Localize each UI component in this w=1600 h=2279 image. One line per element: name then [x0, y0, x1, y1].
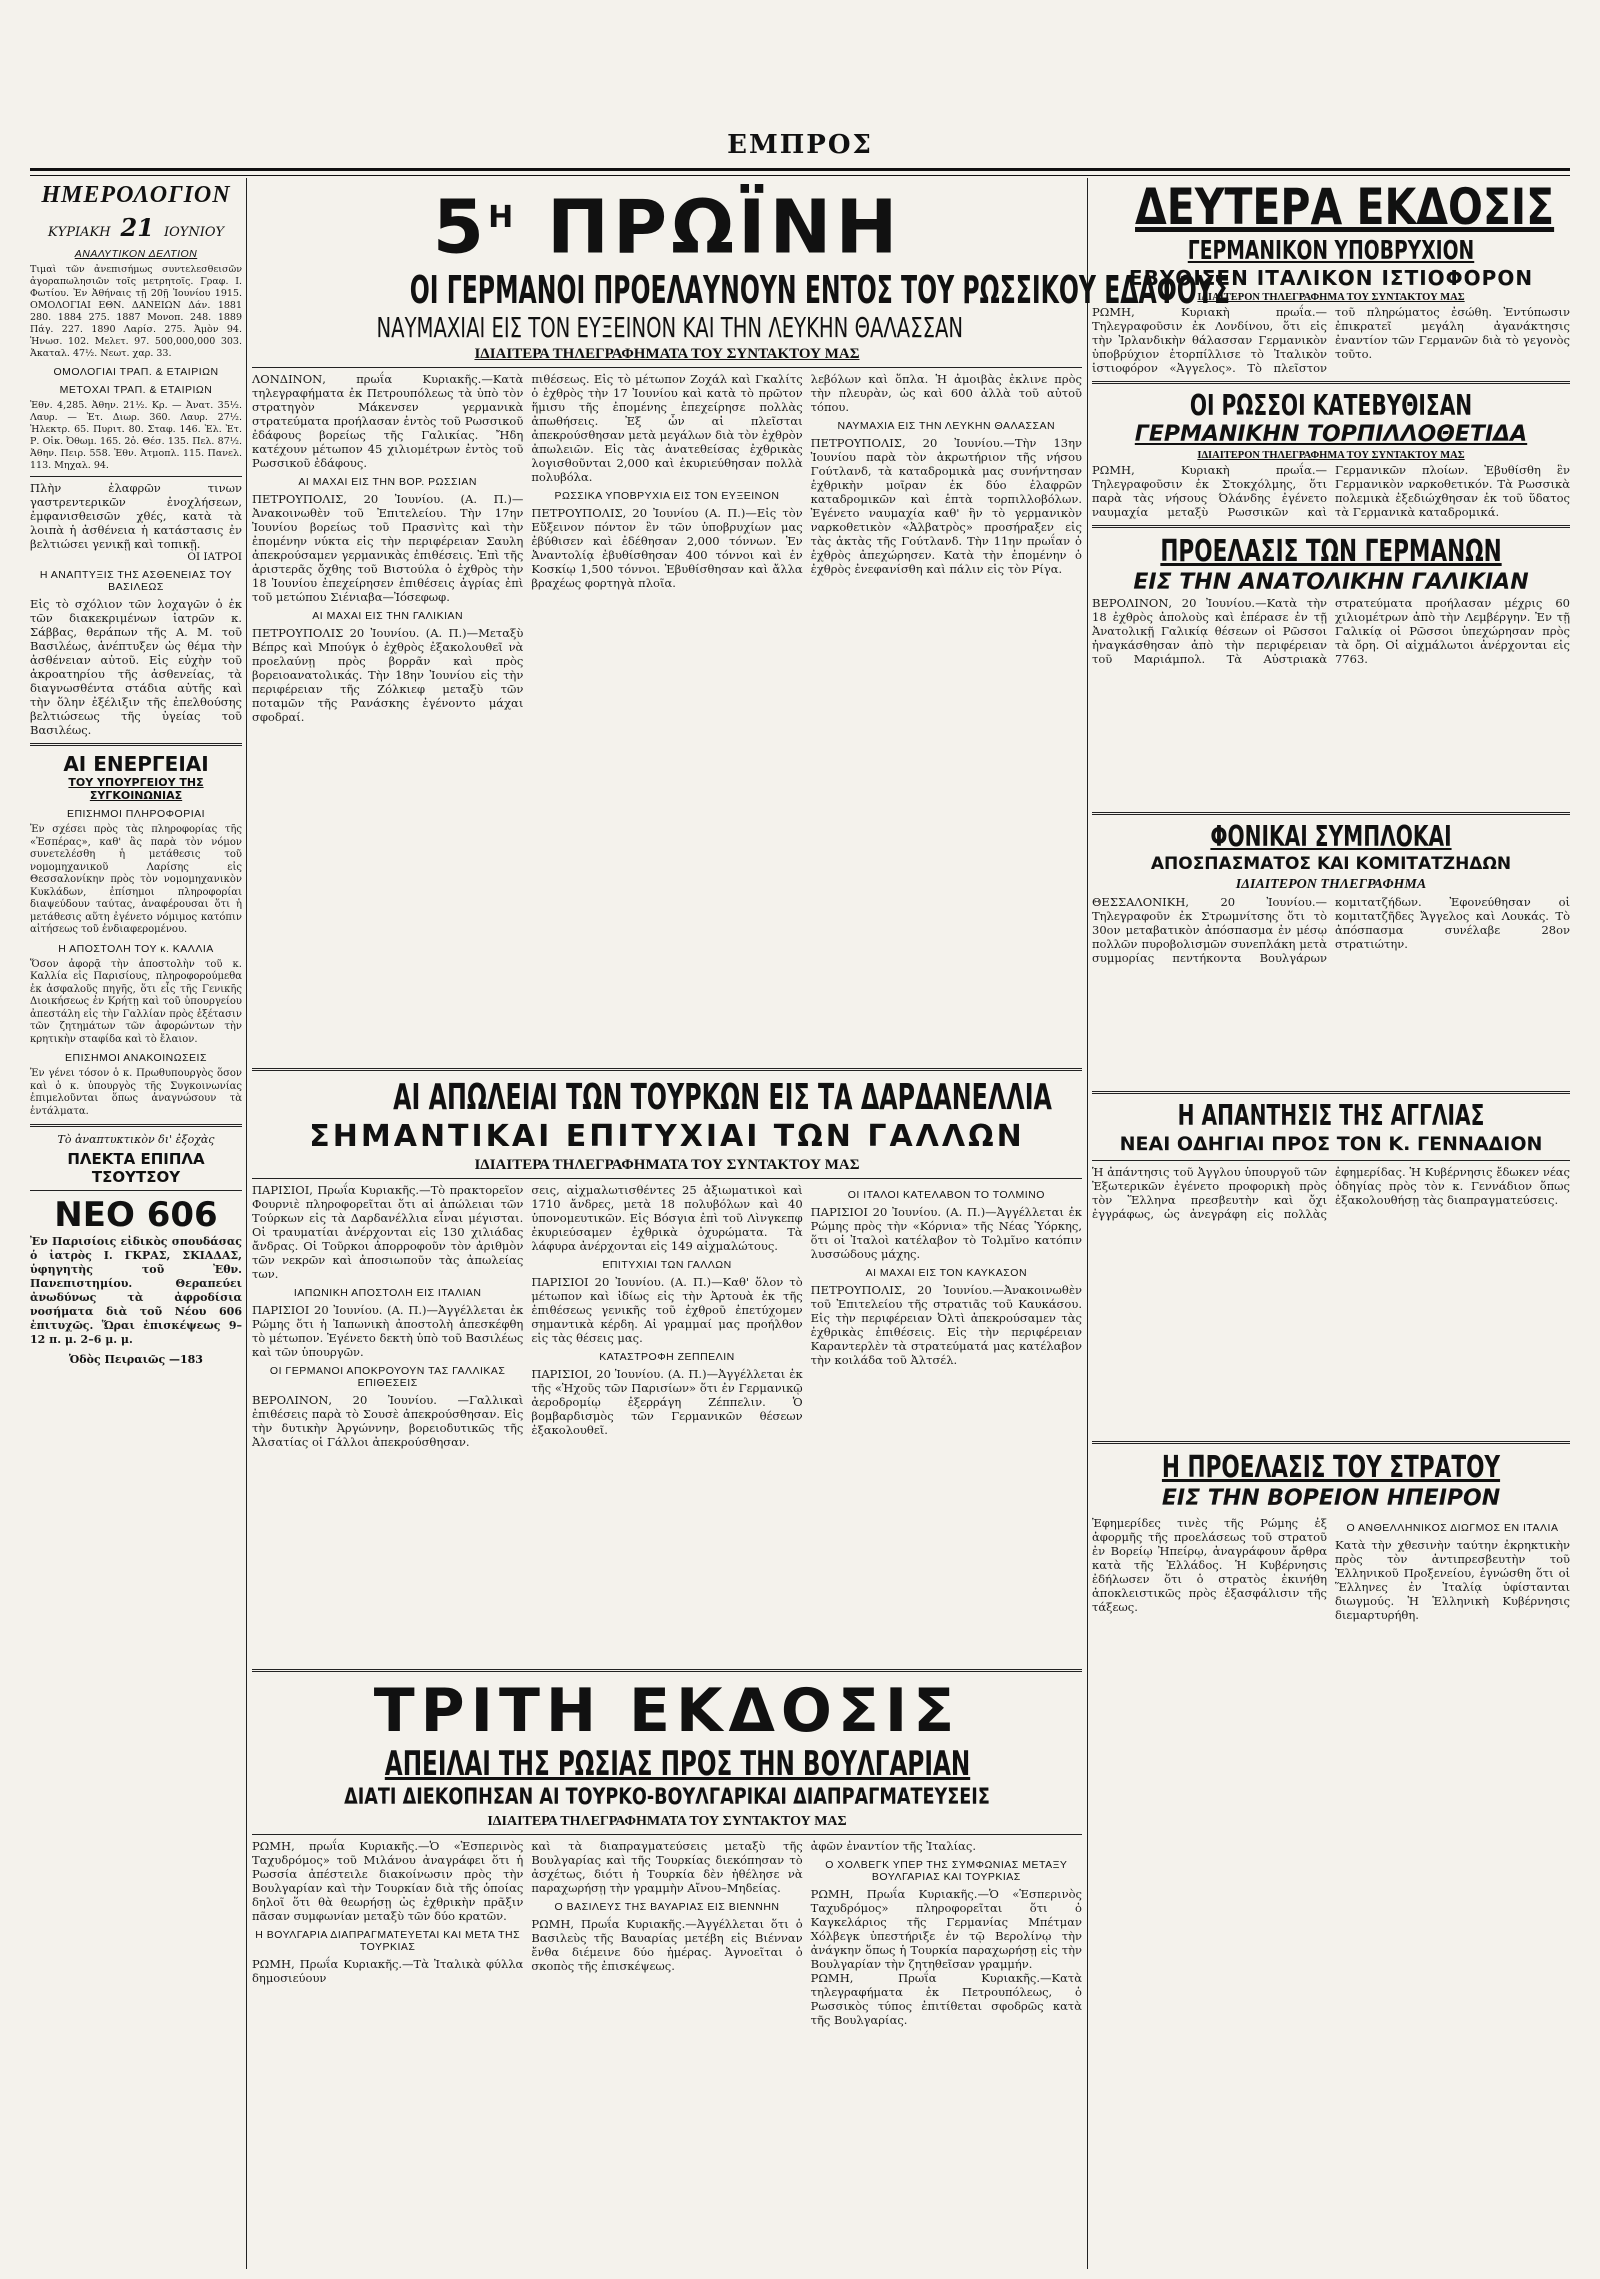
story-text: ΠΕΤΡΟΥΠΟΛΙΣ, 20 Ἰουνίου (Α. Π.)—Εἰς τὸν Εὔξεινον πόντον ἓν τῶν ὑποβρυχίων μας ἐβύθισεν καὶ ἐδέθησαν 2,000 τόννων. Ἐν Ἀναντολίᾳ ἐβυθίσθησαν 400 τόννοι καὶ ἐν Κοσκίῳ 1,500 τόννοι. Ἐβυθίσθησαν καὶ ἄλλα βραχέως φορτηγὰ πλοῖα. [531, 505, 803, 590]
story-col-a [252, 1183, 523, 1663]
byline: ΙΔΙΑΙΤΕΡΟΝ ΤΗΛΕΓΡΑΦΗΜΑ ΤΟΥ ΣΥΝΤΑΚΤΟΥ ΜΑΣ [1197, 450, 1465, 461]
story-col-b [531, 372, 802, 1062]
story-text: ΡΩΜΗ, πρωΐα Κυριακῆς.—Ὁ «Ἑσπερινὸς Ταχυδρόμος» τοῦ Μιλάνου ἀναγράφει ὅτι ἡ Ρωσσία ἀπέστειλε διακοίνωσιν πρὸς τὴν Βουλγαρίαν καὶ τὴν Τουρκίαν διὰ τῆς ὁποίας δηλοῖ ὅτι θὰ θεωρήσῃ ὡς ἐχθρικὴν πρᾶξιν πᾶσαν συμφωνίαν μεταξὺ τῶν δύο κρατῶν. [252, 1838, 524, 1923]
army-advance-subheadline: ΕΙΣ ΤΗΝ ΒΟΡΕΙΟΝ ΗΠΕΙΡΟΝ [1161, 1486, 1501, 1511]
byline: ΙΔΙΑΙΤΕΡΑ ΤΗΛΕΓΡΑΦΗΜΑΤΑ ΤΟΥ ΣΥΝΤΑΚΤΟΥ ΜΑΣ [487, 1813, 847, 1829]
story-head: Ο ΒΑΣΙΛΕΥΣ ΤΗΣ ΒΑΥΑΡΙΑΣ ΕΙΣ ΒΙΕΝΝΗΝ [554, 1900, 780, 1913]
rule [1092, 812, 1570, 815]
story-head: Η ΒΟΥΛΓΑΡΙΑ ΔΙΑΠΡΑΓΜΑΤΕΥΕΤΑΙ ΚΑΙ ΜΕΤΑ ΤΗΣ ΤΟΥΡΚΙΑΣ [255, 1928, 521, 1953]
column-divider [246, 178, 247, 2269]
left-column [30, 178, 242, 2269]
germans-advance-headline: ΠΡΟΕΛΑΣΙΣ ΤΩΝ ΓΕΡΜΑΝΩΝ [1160, 534, 1502, 569]
story-text: ΡΩΜΗ, Πρωΐα Κυριακῆς.—Ὁ «Ἑσπερινὸς Ταχυδρόμος» πληροφορεῖται ὅτι ὁ Καγκελάριος τῆς Γερμανίας Μπέτμαν Χόλβεγκ ὑπεστήριξε ἐν τῷ Βερολίνῳ τὴν ἀνάγκην ὅπως ἡ Τουρκία παραχωρήσῃ εἰς τὴν Βουλγαρίαν τὴν ζητηθεῖσαν γραμμήν. [810, 1886, 1082, 1971]
story-col-c [811, 1839, 1082, 2139]
skirmish-headline: ΦΟΝΙΚΑΙ ΣΥΜΠΛΟΚΑΙ [1210, 820, 1452, 853]
russia-bulgaria-headline: ΑΠΕΙΛΑΙ ΤΗΣ ΡΩΣΙΑΣ ΠΡΟΣ ΤΗΝ ΒΟΥΛΓΑΡΙΑΝ [384, 1743, 971, 1784]
army-advance-headline: Η ΠΡΟΕΛΑΣΙΣ ΤΟΥ ΣΤΡΑΤΟΥ [1161, 1450, 1501, 1485]
second-edition-headline: ΔΕΥΤΕΡΑ ΕΚΔΟΣΙΣ [1135, 178, 1555, 236]
story-text: ΠΕΤΡΟΥΠΟΛΙΣ, 20 Ἰουνίου.—Ἀνακοινωθὲν τοῦ Ἐπιτελείου τῆς στρατιᾶς τοῦ Καυκάσου. Εἰς τὴν περιφέρειαν Ὀλτὶ ἀπεκρούσαμεν τὰς ἐχθρικὰς ἐπιθέσεις. Εἰς τὴν περιφέρειαν Καραντερλὲν τὰ στρατεύματά μας κατέλαβον τὴν κοιλάδα τοῦ Ἀλτσέλ. [810, 1282, 1082, 1367]
edition-sup: Η [488, 200, 518, 235]
story-text: Ἐφημερίδες τινὲς τῆς Ρώμης ἐξ ἀφορμῆς τῆς προελάσεως τοῦ στρατοῦ ἐν Βορείῳ Ἠπείρῳ, ἀναγράφουν ἄρθρα κατὰ τῆς Ἑλλάδος. Ἡ Κυβέρνησις ἐδήλωσεν ὅτι ὁ στρατὸς ἐκινήθη ἀποκλειστικῶς πρὸς ἐξασφάλισιν τῆς τάξεως. [1092, 1516, 1327, 1614]
story-head: ΝΑΥΜΑΧΙΑ ΕΙΣ ΤΗΝ ΛΕΥΚΗΝ ΘΑΛΑΣΣΑΝ [837, 419, 1056, 432]
main-subheadline: ΝΑΥΜΑΧΙΑΙ ΕΙΣ ΤΟΝ ΕΥΞΕΙΝΟΝ ΚΑΙ ΤΗΝ ΛΕΥΚΗΝ ΘΑΛΑΣΣΑΝ [376, 310, 964, 344]
story-head: ΟΙ ΓΕΡΜΑΝΟΙ ΑΠΟΚΡΟΥΟΥΝ ΤΑΣ ΓΑΛΛΙΚΑΣ ΕΠΙΘΕΣΕΙΣ [269, 1364, 506, 1389]
third-edition-headline: ΤΡΙΤΗ ΕΚΔΟΣΙΣ [373, 1675, 961, 1746]
edition-headline [252, 178, 1082, 271]
ad-606-title: ΝΕΟ 606 [54, 1195, 218, 1235]
ministry-kicker: ΕΠΙΣΗΜΟΙ ΠΛΗΡΟΦΟΡΙΑΙ [66, 808, 206, 820]
byline: ΙΔΙΑΙΤΕΡΟΝ ΤΗΛΕΓΡΑΦΗΜΑ [1235, 877, 1427, 892]
rule [30, 1190, 242, 1191]
market-section-head: ΑΝΑΛΥΤΙΚΟΝ ΔΕΛΤΙΟΝ [74, 248, 198, 260]
rule [30, 743, 242, 746]
story-text: καὶ τὰ διαπραγματεύσεις μεταξὺ τῆς Βουλγαρίας καὶ τῆς Τουρκίας διεκόπησαν τὸ ἀσχέτως, διότι ἡ Τουρκία δὲν ἠθέλησε νὰ παραχωρήσῃ τὴν γραμμὴν Αἴνου–Μηδείας. [531, 1838, 803, 1895]
england-reply-subheadline: ΝΕΑΙ ΟΔΗΓΙΑΙ ΠΡΟΣ ΤΟΝ Κ. ΓΕΝΝΑΔΙΟΝ [1119, 1133, 1543, 1155]
russia-bulgaria-subheadline: ΔΙΑΤΙ ΔΙΕΚΟΠΗΣΑΝ ΑΙ ΤΟΥΡΚΟ-ΒΟΥΛΓΑΡΙΚΑΙ ΔΙΑΠΡΑΓΜΑΤΕΥΣΕΙΣ [344, 1784, 990, 1810]
story-text: ΡΩΜΗ, Πρωΐα Κυριακῆς.—Τὰ Ἰταλικὰ φύλλα δημοσιεύουν [252, 1956, 524, 1985]
story-text: ΠΑΡΙΣΙΟΙ, 20 Ἰουνίου. (Α. Π.)—Ἀγγέλλεται ἐκ τῆς «Ἠχοῦς τῶν Παρισίων» ὅτι ἐν Γερμανικῷ ἀεροδρομίῳ ἐξερράγη Ζέππελιν. Ὁ βομβαρδισμὸς τῶν Γερμανικῶν θέσεων ἐξακολουθεῖ. [531, 1366, 803, 1437]
story-col-c [811, 1183, 1082, 1663]
newspaper-name: ΕΜΠΡΟΣ [727, 130, 873, 160]
calendar-date [30, 213, 242, 242]
story-text: Ἡ ἀπάντησις τοῦ Ἀγγλου ὑπουργοῦ τῶν Ἐξωτερικῶν ἐγένετο προφορικὴ πρὸς τὸν Ἕλληνα πρεσβευτὴν καὶ ὄχι ἐγγράφως, ὡς ἀνεγράφη εἰς πολλὰς ἐφημερίδας. Ἡ Κυβέρνησις ἔδωκεν νέας ὁδηγίας πρὸς τὸν κ. Γεννάδιον ὅπως ἐξακολουθήσῃ τὰς διαπραγματεύσεις. [1092, 1165, 1570, 1221]
story-block-2 [252, 1183, 1082, 1663]
story-col-a [252, 372, 523, 1062]
story-head: ΡΩΣΣΙΚΑ ΥΠΟΒΡΥΧΙΑ ΕΙΣ ΤΟΝ ΕΥΞΕΙΝΟΝ [554, 489, 780, 502]
shares-head: ΜΕΤΟΧΑΙ ΤΡΑΠ. & ΕΤΑΙΡΙΩΝ [59, 384, 213, 396]
rule [252, 1178, 1082, 1179]
market-text: Τιμαὶ τῶν ἀνεπισήμως συντελεσθεισῶν ἀγοραπωλησιῶν τοῖς μετρητοῖς. Γραφ. Ι. Φωτίου. Ἐν Ἀθήναις τῇ 20ῇ Ἰουνίου 1915. ΟΜΟΛΟΓΙΑΙ ΕΘΝ. ΔΑΝΕΙΩΝ Δάν. 1881 280. 1884 275. 1887 Μονοπ. 248. 1889 Πάγ. 227. 1890 Λαρίσ. 275. Ἀμὸν 94. Ἡνωσ. 102. Μελετ. 97. 500,000,000 303. Ἀκαταλ. 47½. Νεωτ. χαρ. 33. [30, 264, 242, 359]
story-text: ΠΑΡΙΣΙΟΙ 20 Ἰουνίου. (Α. Π.)—Ἀγγέλλεται ἐκ Ρώμης πρὸς τὴν «Κόρνια» τῆς Νέας Ὑόρκης, ὅτι οἱ Ἰταλοὶ κατέλαβον τὸ Τολμῖνο κατόπιν λυσσώδους μάχης. [810, 1204, 1082, 1261]
story-text: Κατὰ τὴν χθεσινὴν ταύτην ἐκρηκτικὴν πρὸς τὸν ἀντιπρεσβευτὴν τοῦ Ἑλληνικοῦ Προξενείου, ἐγνώσθη ὅτι οἱ Ἕλληνες ἐν Ἰταλίᾳ ὑφίστανται διωγμούς. Ἡ Ἑλληνικὴ Κυβέρνησις διεμαρτυρήθη. [1335, 1538, 1570, 1622]
story-head: ΙΑΠΩΝΙΚΗ ΑΠΟΣΤΟΛΗ ΕΙΣ ΙΤΑΛΙΑΝ [293, 1286, 482, 1299]
ad-606-text: Ἐν Παρισίοις εἰδικὸς σπουδάσας ὁ ἰατρὸς Ι. ΓΚΡΑΣ, ΣΚΙΑΔΑΣ, ὑφηγητὴς τοῦ Ἐθν. Πανεπιστημίου. Θεραπεύει ἀνωδύνως τὰ ἀφροδίσια νοσήματα διὰ τοῦ Νέου 606 ἐπιτυχῶς. Ὥραι ἐπισκέψεως 9–12 π. μ. 2–6 μ. μ. [30, 1235, 242, 1346]
story-col-b [1335, 1516, 1570, 1622]
kallias-text: Ὅσον ἀφορᾷ τὴν ἀποστολὴν τοῦ κ. Καλλία εἰς Παρισίους, πληροφορούμεθα ἐκ ἀσφαλοῦς πηγῆς, ὅτι εἶς τῆς Γενικῆς Διοικήσεως ἐν Κρήτῃ καὶ τοῦ ὑπουργείου ἀπεστάλη εἰς τὴν Γαλλίαν πρὸς ἐξέτασιν τῶν ζητημάτων τῶν ἀφορώντων τὴν κρητικὴν σταφίδα καὶ τὸ ἔλαιον. [30, 958, 242, 1045]
story-text: λεβόλων καὶ ὅπλα. Ἡ ἀμοιβὰς ἐκλινε πρὸς τὴν πλευρὰν, ὡς καὶ 600 ἀλλὰ τοῦ αὐτοῦ τόπου. [810, 371, 1082, 414]
main-headline: ΟΙ ΓΕΡΜΑΝΟΙ ΠΡΟΕΛΑΥΝΟΥΝ ΕΝΤΟΣ ΤΟΥ ΡΩΣΣΙΚΟΥ ΕΔΑΦΟΥΣ [409, 267, 1230, 312]
story-text: ΡΩΜΗ, Πρωΐα Κυριακῆς.—Ἀγγέλλεται ὅτι ὁ Βασιλεὺς τῆς Βαυαρίας μετέβη εἰς Βιένναν ἔνθα διέμεινε δύο ἡμέρας. Ἀγνοεῖται ὁ σκοπὸς τῆς ἐπισκέψεως. [531, 1916, 803, 1973]
russians-subheadline: ΓΕΡΜΑΝΙΚΗΝ ΤΟΡΠΙΛΛΟΘΕΤΙΔΑ [1134, 422, 1528, 447]
story-head: Ο ΧΟΛΒΕΓΚ ΥΠΕΡ ΤΗΣ ΣΥΜΦΩΝΙΑΣ ΜΕΤΑΞΥ ΒΟΥΛΓΑΡΙΑΣ ΚΑΙ ΤΟΥΡΚΙΑΣ [825, 1858, 1068, 1883]
story-text: ΒΕΡΟΛΙΝΟΝ, 20 Ἰουνίου.—Κατὰ τὴν 18 ἐχθρὸς ἀπολοὺς καὶ ἐπέρασε ἐν τῇ Ἀνατολικῇ Γαλικίᾳ θέσεων οἱ Ρῶσσοι ἠναγκάσθησαν ἀπὸ τὴν περιφέρειαν τοῦ Μαριάμπολ. Τὰ Αὐστριακὰ στρατεύματα προήλασαν μέχρις 60 χιλιομέτρων ἀπὸ τὴν Λεμβέργην. Ἐν τῇ Γαλικίᾳ οἱ Ρῶσσοι ὑπεχώρησαν πρὸς τὰ ὄρη. Οἱ αἰχμάλωτοι ἀνέρχονται εἰς 7763. [1092, 596, 1570, 666]
story-col-a [1092, 1516, 1327, 1622]
story-col-c [811, 372, 1082, 1062]
announcements-text: Ἐν γένει τόσον ὁ κ. Πρωθυπουργὸς ὅσον καὶ ὁ κ. ὑπουργὸς τῆς Συγκοινωνίας ἐπιμελοῦνται ὅπως ἀναγνώσουν τὰ ἐντάλματα. [30, 1068, 242, 1117]
illness-head: Η ΑΝΑΠΤΥΞΙΣ ΤΗΣ ΑΣΘΕΝΕΙΑΣ ΤΟΥ ΒΑΣΙΛΕΩΣ [39, 569, 233, 593]
ad-intro: Τὸ ἀναπτυκτικὸν δι' ἐξοχὰς [57, 1133, 215, 1146]
rule [1092, 1441, 1570, 1444]
announcements-head: ΕΠΙΣΗΜΟΙ ΑΝΑΚΟΙΝΩΣΕΙΣ [65, 1052, 207, 1064]
story-head: ΑΙ ΜΑΧΑΙ ΕΙΣ ΤΗΝ ΓΑΛΙΚΙΑΝ [312, 609, 464, 622]
illness-text: Εἰς τὸ σχόλιον τῶν λοχαγῶν ὁ ἐκ τῶν διακεκριμένων ἰατρῶν κ. Σάββας, θεράπων τῆς Α. Μ. τοῦ Βασιλέως, ἀνέπτυξεν ὡς θέμα τὴν ἀσθένειαν αὐτοῦ. Εἰς εὐχὴν τοῦ ἀκροατηρίου τῆς ἀσθενείας, τὰ διαγνωσθέντα στάδια αὐτῆς καὶ τὴν ὅλην ἐξέλιξιν τῆς ἐπελθούσης βελτιώσεως τῆς ὑγείας τοῦ Βασιλέως. [30, 597, 242, 737]
story-text: ΘΕΣΣΑΛΟΝΙΚΗ, 20 Ἰουνίου.—Τηλεγραφοῦν ἐκ Στρωμνίτσης ὅτι τὸ 30ον μεταβατικὸν ἀπόσπασμα ἐν μέσῳ πολλῶν πυροβολισμῶν συνεπλάκη μετὰ συμμορίας πεντήκοντα Βουλγάρων κομιτατζήδων. Ἐφονεύθησαν οἱ κομιτατζῆδες Ἄγγελος καὶ Λουκάς. Τὸ ἀπόσπασμα συνέλαβε 28ον στρατιώτην. [1092, 895, 1570, 965]
rule [30, 476, 242, 477]
ministry-text: Ἐν σχέσει πρὸς τὰς πληροφορίας τῆς «Ἐσπέρας», καθ' ἃς παρὰ τὸν νόμον συνετελέσθη ἡ μετάθεσις τοῦ νομομηχανικοῦ Λαρίσης εἰς Θεσσαλονίκην πρὸς τὸν νομομηχανικὸν Κυκλάδων, ἐπίσημοι πληροφορίαι διαψεύδουν ταύτας, ἀναφέρουσαι ὅτι ἡ μετάθεσις αὕτη ἐγένετο νόμιμος κατόπιν αἰτήσεως τοῦ ἐνδιαφερομένου. [30, 824, 242, 935]
calendar-date-number: 21 [120, 213, 154, 242]
story-text: ἀφῶν ἐναντίον τῆς Ἰταλίας. [810, 1838, 976, 1853]
rule [1092, 1160, 1570, 1161]
story-head: Ο ΑΝΘΕΛΛΗΝΙΚΟΣ ΔΙΩΓΜΟΣ ΕΝ ΙΤΑΛΙΑ [1346, 1522, 1559, 1534]
story-block-1 [252, 372, 1082, 1062]
story-head: ΕΠΙΤΥΧΙΑΙ ΤΩΝ ΓΑΛΛΩΝ [602, 1258, 732, 1271]
edition-word: ΠΡΩΪΝΗ [546, 184, 902, 271]
column-divider [1087, 178, 1088, 2269]
byline: ΙΔΙΑΙΤΕΡΟΝ ΤΗΛΕΓΡΑΦΗΜΑ ΤΟΥ ΣΥΝΤΑΚΤΟΥ ΜΑΣ [1197, 292, 1465, 303]
story-text: ΡΩΜΗ, Πρωΐα Κυριακῆς.—Κατὰ τηλεγραφήματα ἐκ Πετρουπόλεως, ὁ Ρωσσικὸς τύπος ἐπιτίθεται σφοδρῶς κατὰ τῆς Βουλγαρίας. [810, 1970, 1082, 2027]
submarine-subheadline: ΕΒΥΘΙΣΕΝ ΙΤΑΛΙΚΟΝ ΙΣΤΙΟΦΟΡΟΝ [1128, 266, 1534, 290]
byline: ΙΔΙΑΙΤΕΡΑ ΤΗΛΕΓΡΑΦΗΜΑΤΑ ΤΟΥ ΣΥΝΤΑΚΤΟΥ ΜΑΣ [474, 345, 860, 362]
story-col-a [252, 1839, 523, 2139]
story-text: πιθέσεως. Εἰς τὸ μέτωπον Ζοχάλ καὶ Γκαλίτς ὁ ἐχθρὸς τὴν 17 Ἰουνίου καὶ κατὰ τὸ πρῶτον ἥμισυ τῆς ἐπομένης ἐπεχείρησε πολλὰς ἀπωθήσεις. Ἐξ ὧν αἱ πλεῖσται ἀπεκρούσθησαν μετὰ μεγάλων διὰ τὸν ἐχθρὸν ἀπωλειῶν. Εἰς τὰς ἀνατεθείσας ἐχθρικὰς λογισθοῦνται 2,000 καὶ ἐκυριεύθησαν πολλὰ πολυβόλα. [531, 371, 803, 484]
ministry-head: ΑΙ ΕΝΕΡΓΕΙΑΙ [63, 752, 209, 776]
rule [252, 1669, 1082, 1672]
rule [252, 367, 1082, 368]
newspaper-page [30, 0, 1570, 2279]
story-text: ΠΕΤΡΟΥΠΟΛΙΣ, 20 Ἰουνίου.—Τὴν 13ην Ἰουνίου παρὰ τὸν ἀκρωτήριον τῆς νήσου Γούτλανδ, τὰ καταδρομικὰ μας συνήντησαν ἐχθρικὴν μοῖραν ἐκ δύο ἐλαφρῶν καταδρομικῶν καὶ ἑπτὰ τορπιλλοβόλων. Ἐγένετο ναυμαχία καθ' ἣν τὸ γερμανικὸν ναρκοθετικὸν «Ἀλβατρὸς» προσήραξεν εἰς τὰς ἀκτὰς τῆς Γούτλανδ. Τὴν 11ην πρωΐαν ὁ ἐχθρὸς ἀπεχώρησεν. Κατὰ τὴν ἐπομένην ὁ ἐχθρὸς ἐνεφανίσθη καὶ πάλιν εἰς τὸν Ρίγα. [810, 435, 1082, 576]
rule [1092, 381, 1570, 384]
calendar-title: ΗΜΕΡΟΛΟΓΙΟΝ [41, 182, 231, 208]
bonds-head: ΟΜΟΛΟΓΙΑΙ ΤΡΑΠ. & ΕΤΑΙΡΙΩΝ [53, 366, 219, 378]
story-text: ΠΕΤΡΟΥΠΟΛΙΣ 20 Ἰουνίου. (Α. Π.)—Μεταξὺ Βέπρς καὶ Μπούγκ ὁ ἐχθρὸς ἐξακολουθεῖ νὰ προελαύνῃ πρὸς βορρᾶν καὶ πρὸς βορειοανατολικάς. Τὴν 18ην Ἰουνίου εἰς τὴν περιφέρειαν τῆς Ζόλκιεφ μεταξὺ τῶν ποταμῶν τῆς Ρανάσκης ἐγένοντο μάχαι σφοδραί. [252, 625, 524, 724]
story-text: ΡΩΜΗ, Κυριακὴ πρωΐα.—Τηλεγραφοῦσιν ἐκ Στοκχόλμης, ὅτι παρὰ τὰς νήσους Όλάνδης ἐγένετο ναυμαχία μεταξὺ Ρωσσικῶν καὶ Γερμανικῶν πλοίων. Ἐβυθίσθη ἓν Γερμανικὸν ναρκοθετικόν. Τὰ Ρωσσικὰ πολεμικὰ ἐξεδιώχθησαν ἐκ τοῦ ὕδατος τὰ Γερμανικὰ καταδρομικά. [1092, 463, 1570, 519]
story-text: σεις, αἰχμαλωτισθέντες 25 ἀξιωματικοὶ καὶ 1710 ἄνδρες, μετὰ 18 πολυβόλων καὶ 40 ὑπονομευτικῶν. Εἰς Βόσγια ἐπὶ τοῦ Λὶνγκεπφ ἐκυριεύσαμεν ἐχθρικὰ ὀχυρώματα. Τὰ λάφυρα ἀνέρχονται εἰς 149 αἰχμαλώτους. [531, 1182, 803, 1253]
story-text: ΠΑΡΙΣΙΟΙ 20 Ἰουνίου. (Α. Π.)—Ἀγγέλλεται ἐκ Ρώμης ὅτι ἡ Ἰαπωνικὴ ἀποστολὴ ἀπεσκέφθη τὸ μέτωπον. Ἐγένετο δεκτὴ ὑπὸ τοῦ Βασιλέως καὶ τῶν ὑπουργῶν. [252, 1302, 524, 1359]
submarine-headline: ΓΕΡΜΑΝΙΚΟΝ ΥΠΟΒΡΥΧΙΟΝ [1187, 236, 1475, 266]
story-block-3 [252, 1839, 1082, 2139]
masthead-rule [30, 168, 1570, 176]
story-text: ΒΕΡΟΛΙΝΟΝ, 20 Ἰουνίου. —Γαλλικαὶ ἐπιθέσεις παρὰ τὸ Σουσὲ ἀπεκρούσθησαν. Εἰς τὴν δυτικὴν Ἀργώννην, βορειοδυτικῶς τῆς Ἀλσατίας οἱ Γάλλοι ἀπεκρούσθησαν. [252, 1392, 524, 1449]
story-head: ΑΙ ΜΑΧΑΙ ΕΙΣ ΤΗΝ ΒΟΡ. ΡΩΣΣΙΑΝ [298, 475, 477, 488]
germans-advance-subheadline: ΕΙΣ ΤΗΝ ΑΝΑΤΟΛΙΚΗΝ ΓΑΛΙΚΙΑΝ [1133, 570, 1529, 595]
ad-furniture: ΠΛΕΚΤΑ ΕΠΙΠΛΑ ΤΣΟΥΤΣΟΥ [67, 1150, 205, 1186]
masthead [30, 130, 1570, 170]
story-head: ΑΙ ΜΑΧΑΙ ΕΙΣ ΤΟΝ ΚΑΥΚΑΣΟΝ [865, 1266, 1028, 1279]
calendar-month: ΙΟΥΝΙΟΥ [163, 225, 225, 240]
story-text: ΛΟΝΔΙΝΟΝ, πρωΐα Κυριακῆς.—Κατὰ τηλεγραφήματα ἐκ Πετρουπόλεως τὰ ὑπὸ τὸν στρατηγὸν Μάκενσεν γερμανικὰ στρατεύματα προήλασαν ἐντὸς τοῦ Ρωσσικοῦ ἐδάφους βορείως τῆς Γαλικίας. Ἤδη κατέχουν μέτωπον 45 χιλιομέτρων ἐντὸς τοῦ Ρωσσικοῦ ἐδάφους. [252, 371, 524, 470]
edition-number: 5 [432, 184, 489, 271]
rule [30, 1124, 242, 1127]
story-head: ΟΙ ΙΤΑΛΟΙ ΚΑΤΕΛΑΒΟΝ ΤΟ ΤΟΛΜΙΝΟ [847, 1188, 1045, 1201]
rule [1092, 1091, 1570, 1094]
army-advance-story [1092, 1516, 1570, 1622]
rule [252, 1834, 1082, 1835]
skirmish-subheadline: ΑΠΟΣΠΑΣΜΑΤΟΣ ΚΑΙ ΚΟΜΙΤΑΤΖΗΔΩΝ [1150, 854, 1512, 874]
rule [1092, 525, 1570, 528]
right-column [1092, 178, 1570, 2269]
story-text: ΡΩΜΗ, Κυριακὴ πρωΐα.—Τηλεγραφοῦσιν ἐκ Λονδίνου, ὅτι εἰς τὴν Ἰρλανδικὴν θάλασσαν Γερμανικὸν ὑποβρύχιον ἐτορπίλλισε τὸ Ἰταλικὸν ἱστιοφόρον «Ἀγγελος». Τὸ πλεῖστον τοῦ πληρώματος ἐσώθη. Ἐντύπωσιν ἐπικρατεῖ μεγάλη ἀγανάκτησις ἐναντίον τῶν Γερμανῶν διὰ τὸ γεγονὸς τοῦτο. [1092, 305, 1570, 375]
byline: ΙΔΙΑΙΤΕΡΑ ΤΗΛΕΓΡΑΦΗΜΑΤΑ ΤΟΥ ΣΥΝΤΑΚΤΟΥ ΜΑΣ [474, 1156, 860, 1173]
ad-606-address: Ὁδὸς Πειραιῶς —183 [69, 1353, 203, 1366]
bulletin-signature: ΟΙ ΙΑΤΡΟΙ [187, 551, 242, 563]
story-text: ΠΕΤΡΟΥΠΟΛΙΣ, 20 Ἰουνίου. (Α. Π.)—Ἀνακοινωθὲν τοῦ Ἐπιτελείου. Τὴν 17ην Ἰουνίου βορείως τοῦ Πρασνὶτς καὶ τὴν ἐπομένην νύκτα εἰς τὴν περιφέρειαν Σαυλη ἀπεκρούσαμεν γερμανικὰς ἐπιθέσεις. Ἐπὶ τῆς ἀριστερᾶς ὄχθης τοῦ Βιστούλα ὁ ἐχθρὸς τὴν 18 Ἰουνίου ἐπεχείρησεν ἐπιθέσεις ἀγρίας ἐπὶ τοῦ μετώπου Σιένιαβα—Ἰόσεφωφ. [252, 491, 524, 604]
story-head: ΚΑΤΑΣΤΡΟΦΗ ΖΕΠΠΕΛΙΝ [599, 1350, 735, 1363]
bulletin-text: Πλὴν ἐλαφρῶν τινων γαστρεντερικῶν ἐνοχλήσεων, ἐμφανισθεισῶν χθές, κατὰ τὰ λοιπὰ ἡ ἀσθένεια ἡ κατάστασις ἐν βελτιώσει γενικῇ καὶ τοπικῇ. [30, 481, 242, 551]
rule [252, 1068, 1082, 1071]
dardanelles-headline: ΑΙ ΑΠΩΛΕΙΑΙ ΤΩΝ ΤΟΥΡΚΩΝ ΕΙΣ ΤΑ ΔΑΡΔΑΝΕΛΛΙΑ [393, 1076, 1052, 1118]
dardanelles-subheadline: ΣΗΜΑΝΤΙΚΑΙ ΕΠΙΤΥΧΙΑΙ ΤΩΝ ΓΑΛΛΩΝ [309, 1118, 1025, 1154]
story-text: ΠΑΡΙΣΙΟΙ 20 Ἰουνίου. (Α. Π.)—Καθ' ὅλον τὸ μέτωπον καὶ ἰδίως εἰς τὴν Ἀρτουὰ ἐκ τῆς ἐπιθέσεως γενικῆς τοῦ ἐχθροῦ ἐπετύχομεν σημαντικὰ κέρδη. Αἱ γραμμαί μας προήλθον εἰς τὰς θέσεις μας. [531, 1274, 803, 1345]
story-col-b [531, 1183, 802, 1663]
story-col-b [531, 1839, 802, 2139]
calendar-day: ΚΥΡΙΑΚΗ [47, 225, 111, 240]
russians-headline: ΟΙ ΡΩΣΣΟΙ ΚΑΤΕΒΥΘΙΣΑΝ [1189, 389, 1473, 422]
story-text: ΠΑΡΙΣΙΟΙ, Πρωΐα Κυριακῆς.—Τὸ πρακτορεῖον Φουρνιὲ πληροφορεῖται ὅτι αἱ ἀπώλειαι τῶν Τούρκων εἰς τὰ Δαρδανέλλια εἶναι μέγισται. Οἱ τραυματίαι ἀνέρχονται εἰς 130 χιλιάδας ἄνδρας. Οἱ Τοῦρκοι ἀπορροφοῦν τὸν ἀριθμὸν τῶν νεκρῶν καὶ ἀποσιωποῦν τὰς ἀπωλείας των. [252, 1182, 524, 1281]
england-reply-headline: Η ΑΠΑΝΤΗΣΙΣ ΤΗΣ ΑΓΓΛΙΑΣ [1177, 1099, 1485, 1132]
shares-text: Ἐθν. 4,285. Ἀθην. 21½. Κρ. — Ἀνατ. 35½. Λαυρ. — Ἐτ. Διωρ. 360. Λαυρ. 27½. Ἠλεκτρ. 65. Πυριτ. 80. Σταφ. 146. Ἐλ. Ἐτ. Ρ. Οἰκ. Ὀθωμ. 165. 2ὁ. Θέσ. 135. Πελ. 87½. Ἀθην. Πειρ. 558. Ἐθν. Ἀτμοπλ. 115. Πανελ. 113. Μηχαλ. 94. [30, 400, 242, 471]
ministry-subhead: ΤΟΥ ΥΠΟΥΡΓΕΙΟΥ ΤΗΣ ΣΥΓΚΟΙΝΩΝΙΑΣ [68, 776, 204, 802]
kallias-head: Η ΑΠΟΣΤΟΛΗ ΤΟΥ κ. ΚΑΛΛΙΑ [58, 942, 214, 955]
